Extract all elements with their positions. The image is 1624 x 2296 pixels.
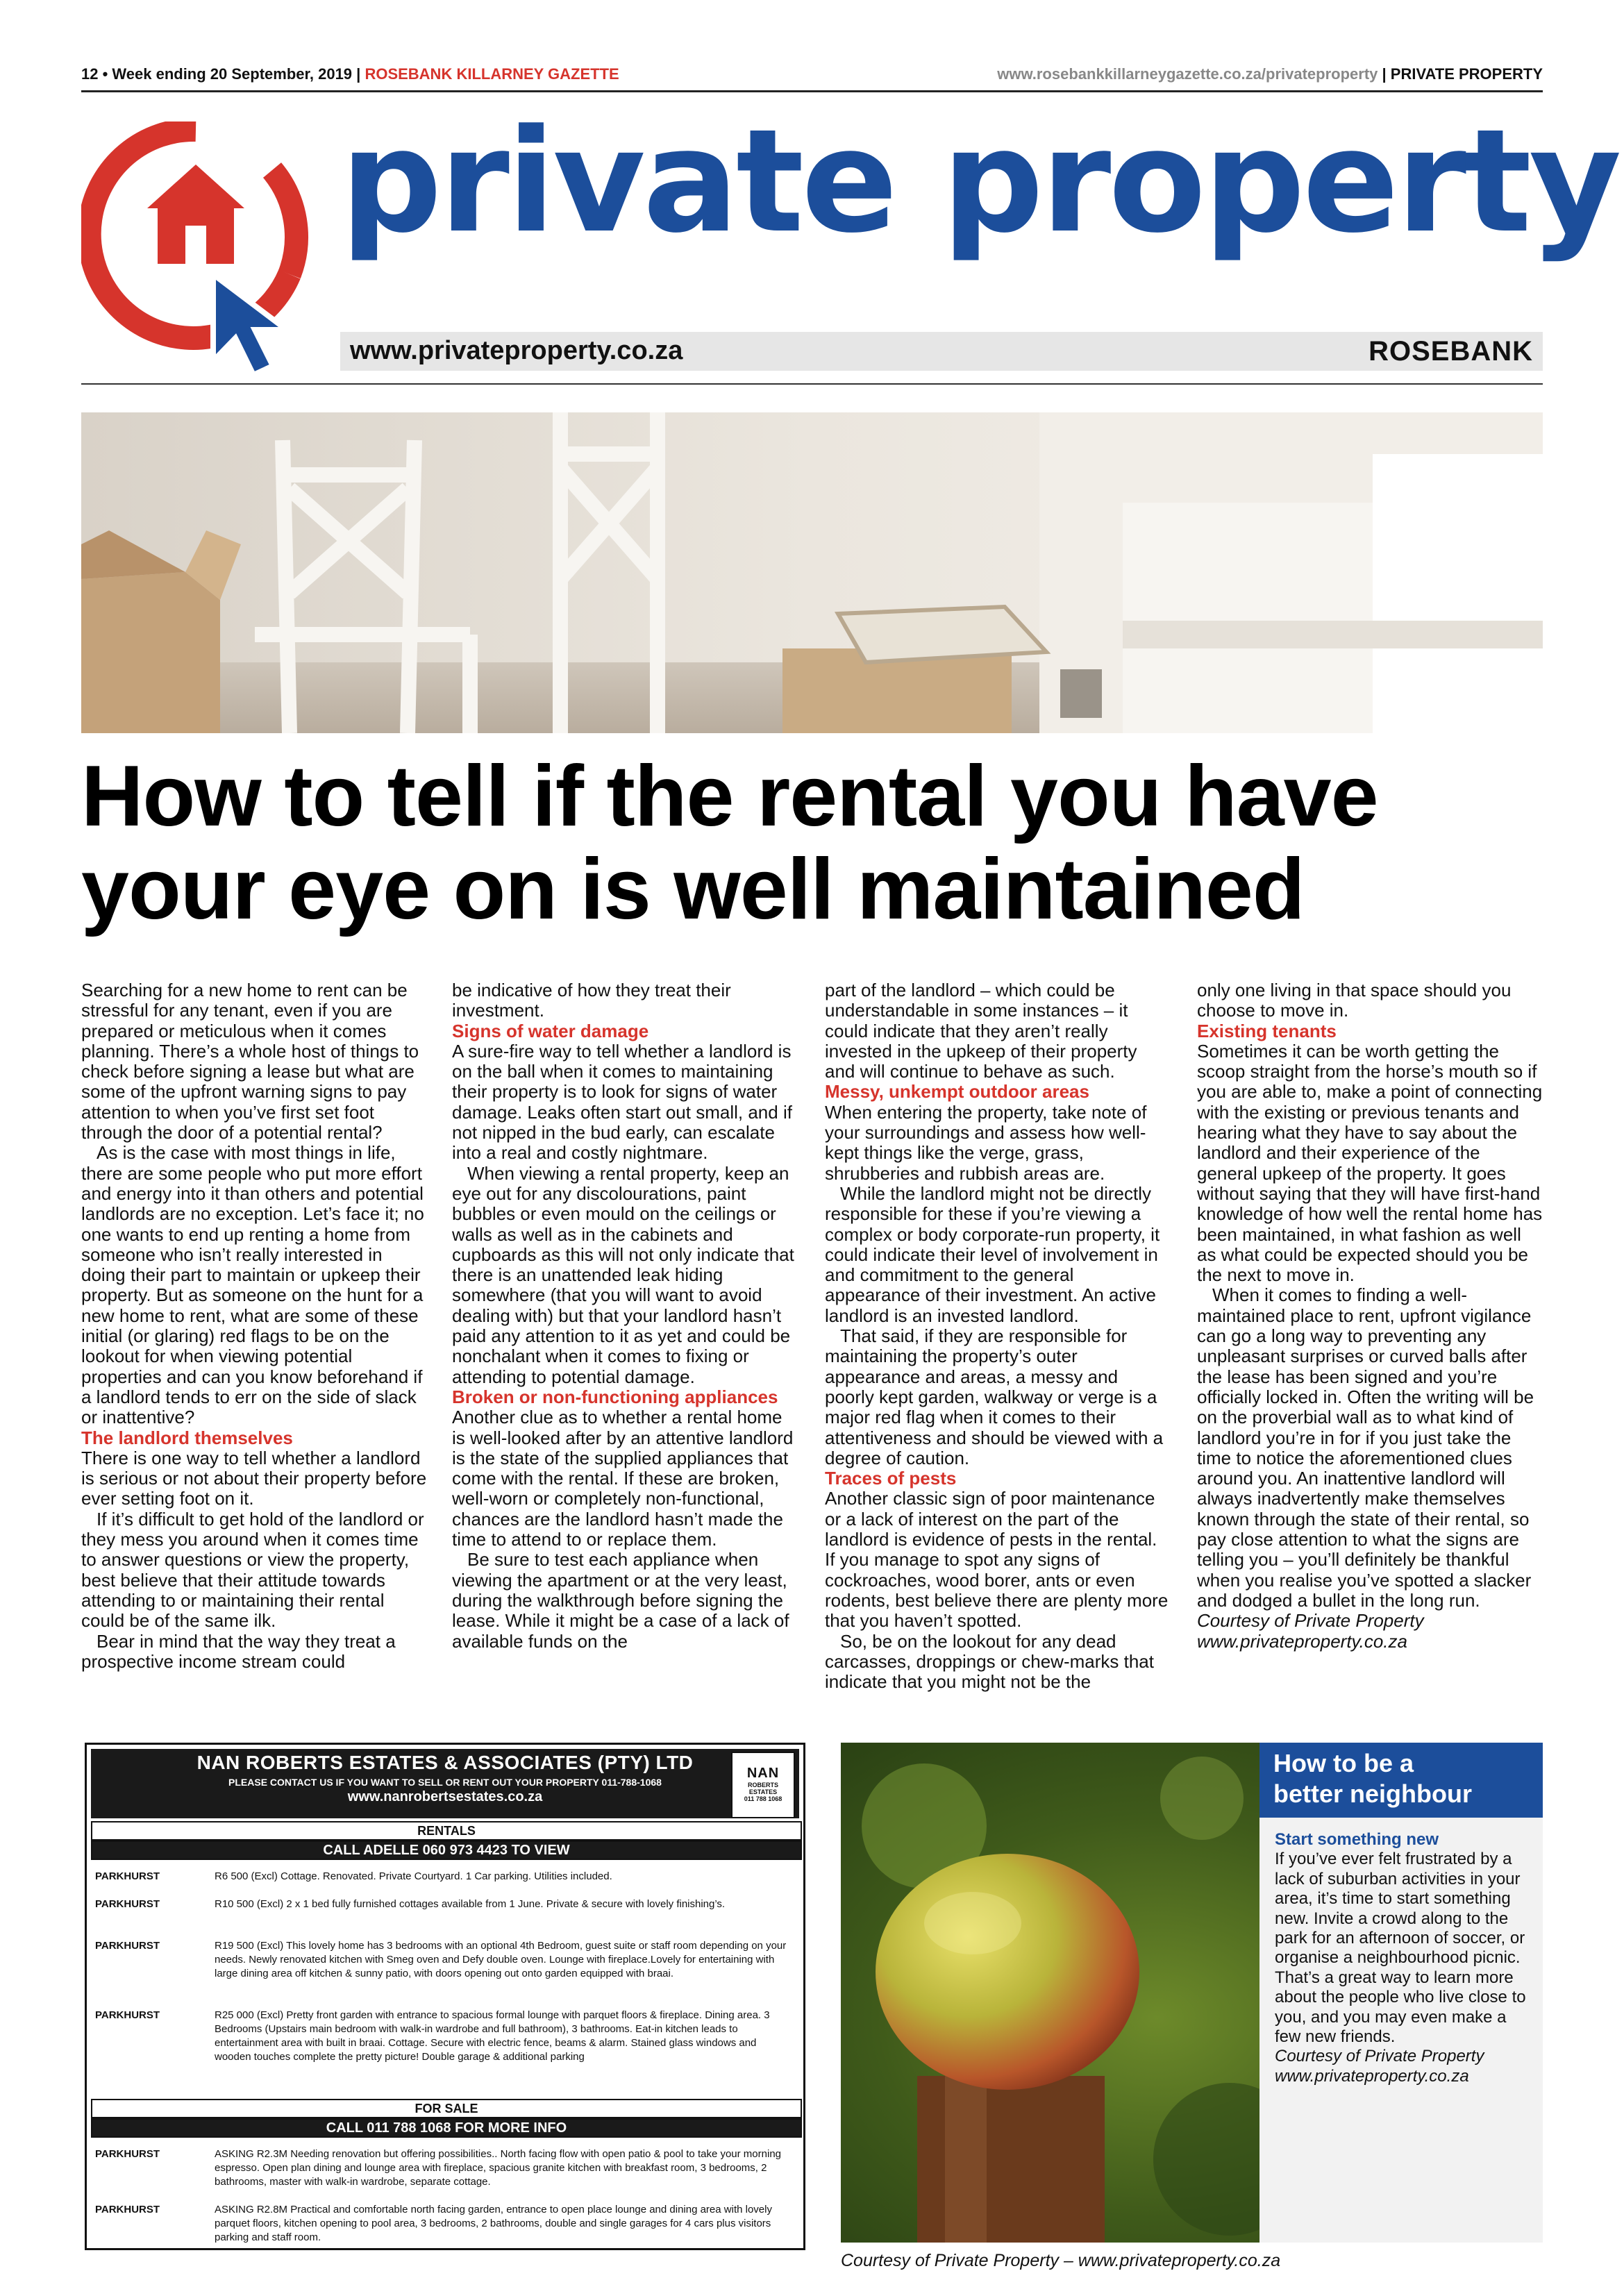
sidebar-title bbox=[1259, 1743, 1543, 1818]
site-url-link[interactable]: www.rosebankkillarneygazette.co.za/privateproperty bbox=[997, 65, 1378, 83]
hero-photo-moving-boxes bbox=[81, 412, 1543, 733]
listing-location: PARKHURST bbox=[95, 1898, 160, 1910]
headline-line-1: How to tell if the rental you have bbox=[81, 748, 1378, 844]
listing-desc: ASKING R2.3M Needing renovation but offering possibilities.. North facing flow with open patio & pool to take your morning espresso. Open plan dining and lounge area with fireplace, spacious granite kitchen with breakfast room, 3 bedrooms, 2 bathrooms, master with walk-in wardrobe, separate cottage. bbox=[215, 2148, 781, 2188]
paragraph: While the landlord might not be directly responsible for these if you’re viewing a complex or body corporate-run property, it could indicate their level of involvement in and commitment to the general appearance of their investment. An active landlord is an invested landlord. bbox=[825, 1182, 1160, 1326]
article-column-2 bbox=[452, 980, 799, 1652]
paragraph: When entering the property, take note of your surroundings and assess how well-kept things like the verge, grass, shrubberies and rubbish areas are. bbox=[825, 1101, 1147, 1184]
subheading: Existing tenants bbox=[1197, 1020, 1337, 1041]
sale-call: CALL 011 788 1068 FOR MORE INFO bbox=[91, 2118, 802, 2138]
brand-wordmark: private property bbox=[340, 99, 1619, 265]
page-header bbox=[81, 62, 1543, 92]
listing-desc: R10 500 (Excl) 2 x 1 bed fully furnished cottages available from 1 June. Private & secure with lovely finishing’s. bbox=[215, 1898, 726, 1910]
brand-url-bar bbox=[340, 332, 1543, 371]
listing-desc: R25 000 (Excl) Pretty front garden with entrance to spacious formal lounge with parquet floors & fireplace. Dining area. 3 Bedrooms (Upstairs main bedroom with walk-in wardrobe and full bathroom), 3 bathrooms. Eat-in kitchen leads to entertainment area with built in braai. Cottage. Secure with electric fence, beams & alarm. Stained glass windows and wooden touches complete the pretty picture! Double garage & additional parking bbox=[215, 2009, 770, 2063]
nan-roberts-advert bbox=[85, 1743, 805, 2250]
sidebar-credit-url[interactable]: www.privateproperty.co.za bbox=[1275, 2066, 1469, 2086]
article-headline bbox=[81, 750, 1553, 936]
listing-location: PARKHURST bbox=[95, 2009, 160, 2021]
article-credit: Courtesy of Private Property bbox=[1197, 1610, 1424, 1632]
neighbour-sidebar bbox=[1259, 1743, 1543, 2243]
page-date: 12 • Week ending 20 September, 2019 | bbox=[81, 65, 361, 83]
paragraph: only one living in that space should you choose to move in. bbox=[1197, 980, 1512, 1021]
listing-location: PARKHURST bbox=[95, 1870, 160, 1882]
logo-phone: 011 788 1068 bbox=[744, 1795, 782, 1802]
page-info bbox=[81, 65, 619, 83]
paragraph: Another clue as to whether a rental home is well-looked after by an attentive landlord is the state of the supplied appliances that come with the rental. If these are broken, well-worn or completely non-functional, chances are the landlord hasn’t made the time to attend to or replace them. bbox=[452, 1407, 794, 1550]
sidebar-credit: Courtesy of Private Property bbox=[1275, 2047, 1484, 2066]
logo-main-text: NAN bbox=[746, 1766, 780, 1781]
headline-line-2: your eye on is well maintained bbox=[81, 841, 1305, 937]
listing-desc: R6 500 (Excl) Cottage. Renovated. Private Courtyard. 1 Car parking. Utilities included. bbox=[215, 1870, 612, 1882]
article-column-4 bbox=[1197, 980, 1544, 1652]
paragraph: part of the landlord – which could be understandable in some instances – it could indicate that they aren’t really invested in the upkeep of their property and will continue to behave as such. bbox=[825, 980, 1137, 1082]
nan-roberts-logo bbox=[731, 1752, 795, 1818]
subheading: The landlord themselves bbox=[81, 1427, 293, 1448]
sidebar-body bbox=[1275, 1830, 1532, 2086]
paragraph: Be sure to test each appliance when viewing the apartment or at the very least, during the walkthrough before signing the lease. While it might be a case of a lack of available funds on the bbox=[452, 1549, 789, 1652]
private-property-logo-icon bbox=[81, 121, 310, 378]
article-credit-url[interactable]: www.privateproperty.co.za bbox=[1197, 1630, 1407, 1652]
paragraph: be indicative of how they treat their investment. bbox=[452, 980, 731, 1021]
rentals-call: CALL ADELLE 060 973 4423 TO VIEW bbox=[91, 1841, 802, 1860]
subheading: Traces of pests bbox=[825, 1468, 957, 1489]
sidebar-title-line-2: better neighbour bbox=[1273, 1779, 1472, 1808]
paragraph: As is the case with most things in life, there are some people who put more effort and energy into it than others and potential landlords are no exception. Let’s face it; no one wants to end up renting a home from someone who isn’t really interested in doing their part to maintain or upkeep their property. But as someone on the hunt for a new home to rent, what are some of these initial (or glaring) red flags to be on the lookout for when viewing potential properties and can you know beforehand if a landlord tends to err on the side of slack or inattentive? bbox=[81, 1142, 424, 1428]
sidebar-title-line-1: How to be a bbox=[1273, 1749, 1414, 1777]
advert-company: NAN ROBERTS ESTATES & ASSOCIATES (PTY) LTD bbox=[196, 1752, 694, 1773]
listing-desc: R19 500 (Excl) This lovely home has 3 bedrooms with an optional 4th Bedroom, guest suite or staff room depending on your needs. Newly renovated kitchen with Smeg oven and Defy double oven. Lounge with fireplace.Lovely for entertaining with large dining area off kitchen & sunny patio, with doors opening out onto garden equipped with braai. bbox=[215, 1940, 787, 1979]
photo-caption: Courtesy of Private Property – www.privateproperty.co.za bbox=[841, 2251, 1281, 2270]
site-info bbox=[997, 65, 1543, 83]
listing-location: PARKHURST bbox=[95, 2204, 160, 2215]
paragraph: That said, if they are responsible for maintaining the property’s outer appearance and areas, a messy and poorly kept garden, walkway or verge is a major red flag when it comes to their attentiveness and should be viewed with a degree of caution. bbox=[825, 1325, 1164, 1468]
article-column-3 bbox=[825, 980, 1172, 1692]
paragraph: When viewing a rental property, keep an eye out for any discolourations, paint bubbles or even mould on the ceilings or walls as well as in the cabinets and cupboards as this will not only indicate that there is an unattended leak hiding somewhere (that you will want to avoid dealing with) but that your landlord hasn’t paid any attention to it as yet and could be nonchalant when it comes to fixing or attending to potential damage. bbox=[452, 1162, 794, 1387]
region-label: ROSEBANK bbox=[1368, 336, 1533, 367]
subheading: Broken or non-functioning appliances bbox=[452, 1386, 778, 1407]
paragraph: Searching for a new home to rent can be stressful for any tenant, even if you are prepared or meticulous when it comes planning. There’s a whole host of things to check before signing a lease but what are some of the upfront warning signs to pay attention to when you’ve first set foot through the door of a potential rental? bbox=[81, 980, 419, 1143]
logo-sub-text: ROBERTS bbox=[747, 1782, 778, 1788]
sidebar-paragraph: If you’ve ever felt frustrated by a lack of suburban activities in your area, it’s time to start something new. Invite a crowd along to the park for an afternoon of soccer, or organise a neighbourhood picnic. That’s a great way to learn more about the people who live close to you, and you may even make a few new friends. bbox=[1275, 1850, 1526, 2047]
paragraph: There is one way to tell whether a landlord is serious or not about their property before ever setting foot on it. bbox=[81, 1447, 427, 1509]
paragraph: Sometimes it can be worth getting the scoop straight from the horse’s mouth so if you are able to, make a point of connecting with the existing or previous tenants and hearing what they have to say about the landlord and their experience of the general upkeep of the property. It goes without saying that they will have first-hand knowledge of how well the rental home has been maintained, in what fashion as well as what could be expected should you be the next to move in. bbox=[1197, 1040, 1543, 1286]
rentals-label: RENTALS bbox=[91, 1821, 802, 1841]
sale-label: FOR SALE bbox=[91, 2099, 802, 2118]
listing-desc: ASKING R2.8M Practical and comfortable north facing garden, entrance to open place lounge and dining area with lovely parquet floors, kitchen opening to pool area, 3 bedrooms, 2 bathrooms, double and single garages for 4 cars plus visitors parking and staff room. bbox=[215, 2204, 772, 2243]
header-divider bbox=[81, 383, 1543, 385]
sidebar-subheading: Start something new bbox=[1275, 1830, 1439, 1849]
section-name: | PRIVATE PROPERTY bbox=[1382, 65, 1543, 83]
listing-location: PARKHURST bbox=[95, 2148, 160, 2160]
paragraph: Bear in mind that the way they treat a prospective income stream could bbox=[81, 1630, 396, 1672]
paragraph: So, be on the lookout for any dead carcasses, droppings or chew-marks that indicate that you might not be the bbox=[825, 1630, 1154, 1693]
paragraph: When it comes to finding a well-maintained place to rent, upfront vigilance can go a long way to preventing any unpleasant surprises or curved balls after the lease has been signed and you’re officially locked in. Often the writing will be on the proverbial wall as to what kind of landlord you’re in for if you just take the time to notice the aforementioned clues around you. An inattentive landlord will always inadvertently make themselves known through the state of their rental, so pay close attention to what the signs are telling you – you’ll definitely be thankful when you realise you’ve spotted a slacker and dodged a bullet in the long run. bbox=[1197, 1284, 1534, 1611]
subheading: Messy, unkempt outdoor areas bbox=[825, 1081, 1089, 1103]
paragraph: Another classic sign of poor maintenance or a lack of interest on the part of the landlord is evidence of pests in the rental. If you manage to spot any signs of cockroaches, wood borer, ants or even rodents, best believe there are plenty more that you haven’t spotted. bbox=[825, 1488, 1169, 1632]
publication-name: ROSEBANK KILLARNEY GAZETTE bbox=[365, 65, 619, 83]
brand-url-link[interactable]: www.privateproperty.co.za bbox=[350, 336, 683, 365]
logo-sub-text: ESTATES bbox=[748, 1788, 778, 1795]
paragraph: A sure-fire way to tell whether a landlord is on the ball when it comes to maintaining their property is to look for signs of water damage. Leaks often start out small, and if not nipped in the bud early, can escalate into a real and costly nightmare. bbox=[452, 1040, 792, 1164]
advert-contact: PLEASE CONTACT US IF YOU WANT TO SELL OR RENT OUT YOUR PROPERTY 011-788-1068 bbox=[228, 1777, 662, 1788]
listing-location: PARKHURST bbox=[95, 1940, 160, 1952]
subheading: Signs of water damage bbox=[452, 1020, 649, 1041]
advert-header bbox=[91, 1749, 799, 1818]
article-column-1 bbox=[81, 980, 428, 1672]
advert-website-link[interactable]: www.nanrobertsestates.co.za bbox=[347, 1789, 543, 1804]
paragraph: If it’s difficult to get hold of the landlord or they mess you around when it comes time to answer questions or view the property, best believe that their attitude towards attending to or maintaining their rental could be of the same ilk. bbox=[81, 1508, 424, 1632]
